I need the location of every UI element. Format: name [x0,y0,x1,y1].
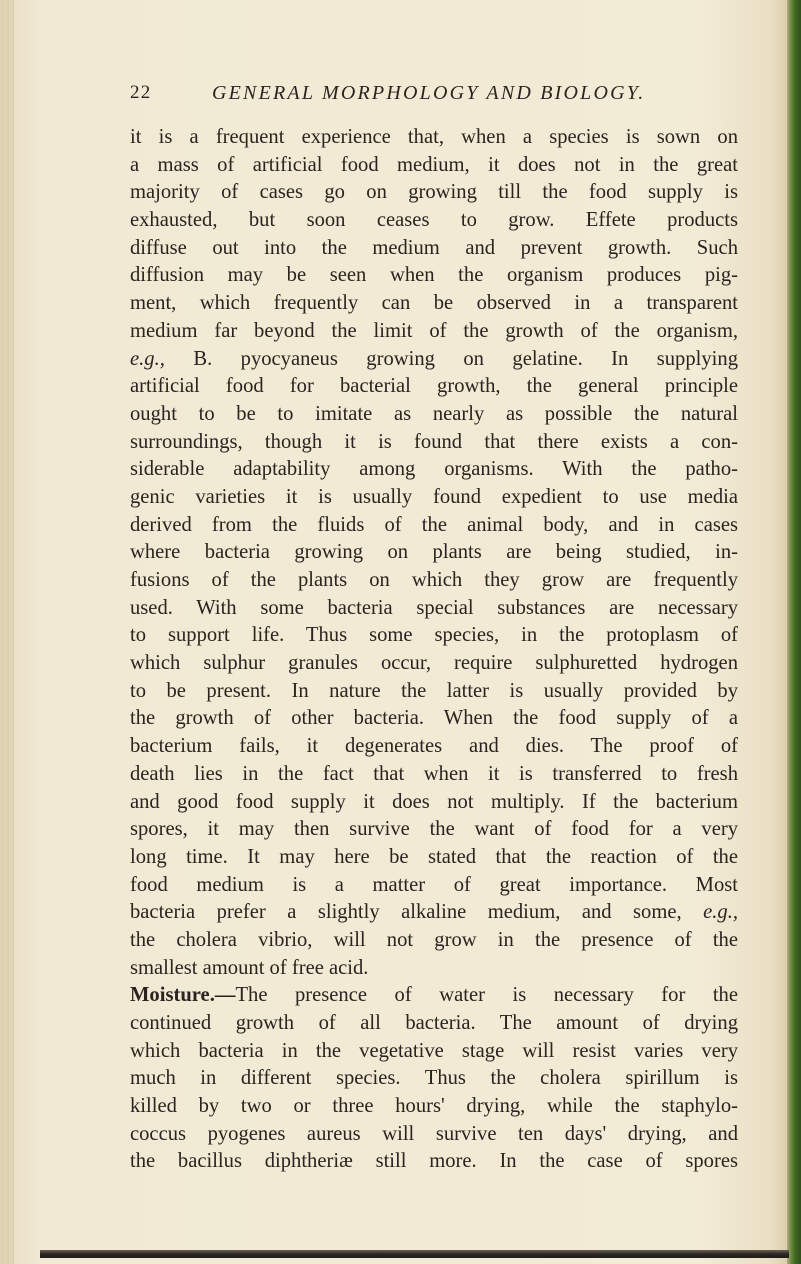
text-line: killed by two or three hours' drying, while the staphylo- [130,1095,738,1118]
text-line: much in different species. Thus the cholera spirillum is [130,1067,738,1090]
text-line: siderable adaptability among organisms. With the patho- [130,458,738,481]
text-line: to be present. In nature the latter is usually provided by [130,679,738,702]
body-text [130,124,738,1176]
text-line: artificial food for bacterial growth, the general principle [130,375,738,398]
running-head: GENERAL MORPHOLOGY AND BIOLOGY. [212,82,646,104]
book-cover-edge [787,0,801,1264]
page-gutter-edge [0,0,14,1264]
eg-abbreviation: e.g., [703,901,738,924]
text-line [130,982,738,1010]
text-line: and good food supply it does not multiply. If the bacterium [130,790,738,813]
text-line: diffuse out into the medium and prevent growth. Such [130,236,738,259]
text-line: ought to be to imitate as nearly as possible the natural [130,402,738,425]
text-line-start: bacteria prefer a slightly alkaline medium, and some, [130,901,682,924]
page-number: 22 [130,82,152,103]
text-line: majority of cases go on growing till the food supply is [130,181,738,204]
page-header [130,82,720,112]
text-line: the growth of other bacteria. When the food supply of a [130,707,738,730]
text-line: the bacillus diphtheriæ still more. In the case of spores [130,1150,738,1173]
text-line: it is a frequent experience that, when a species is sown on [130,126,738,148]
text-line: surroundings, though it is found that there exists a con- [130,430,738,453]
text-line: diffusion may be seen when the organism produces pig- [130,264,738,287]
text-line: which sulphur granules occur, require sulphuretted hydrogen [130,652,738,675]
text-line: death lies in the fact that when it is transferred to fresh [130,762,738,785]
text-line: smallest amount of free acid. [130,956,369,979]
text-line: medium far beyond the limit of the growth of the organism, [130,319,738,342]
text-line: exhausted, but soon ceases to grow. Effete products [130,209,738,232]
text-line: used. With some bacteria special substances are necessary [130,596,738,619]
text-line: to support life. Thus some species, in the protoplasm of [130,624,738,647]
text-line: genic varieties it is usually found expedient to use media [130,485,738,508]
text-line: fusions of the plants on which they grow are frequently [130,569,738,591]
text-line: spores, it may then survive the want of food for a very [130,818,738,841]
text-line: ment, which frequently can be observed in a transparent [130,292,738,315]
eg-abbreviation: e.g., [130,347,165,370]
text-line: bacterium fails, it degenerates and dies. The proof of [130,735,738,758]
text-line: derived from the fluids of the animal body, and in cases [130,513,738,536]
text-line-rest: The presence of water is necessary for the [235,984,738,1007]
text-line: long time. It may here be stated that the reaction of the [130,845,738,868]
text-line [130,346,738,374]
text-line: coccus pyogenes aureus will survive ten days' drying, and [130,1122,738,1145]
text-line: food medium is a matter of great importance. Most [130,873,738,896]
moisture-heading: Moisture.— [130,984,236,1007]
text-line: the cholera vibrio, will not grow in the presence of the [130,928,738,951]
text-line: where bacteria growing on plants are being studied, in- [130,541,738,564]
text-line: a mass of artificial food medium, it does not in the great [130,153,738,176]
text-line [130,899,738,927]
text-line-rest: B. pyocyaneus growing on gelatine. In supplying [193,347,738,370]
page-bottom-edge [40,1250,789,1258]
text-line: continued growth of all bacteria. The amount of drying [130,1012,738,1034]
text-line: which bacteria in the vegetative stage will resist varies very [130,1039,738,1062]
